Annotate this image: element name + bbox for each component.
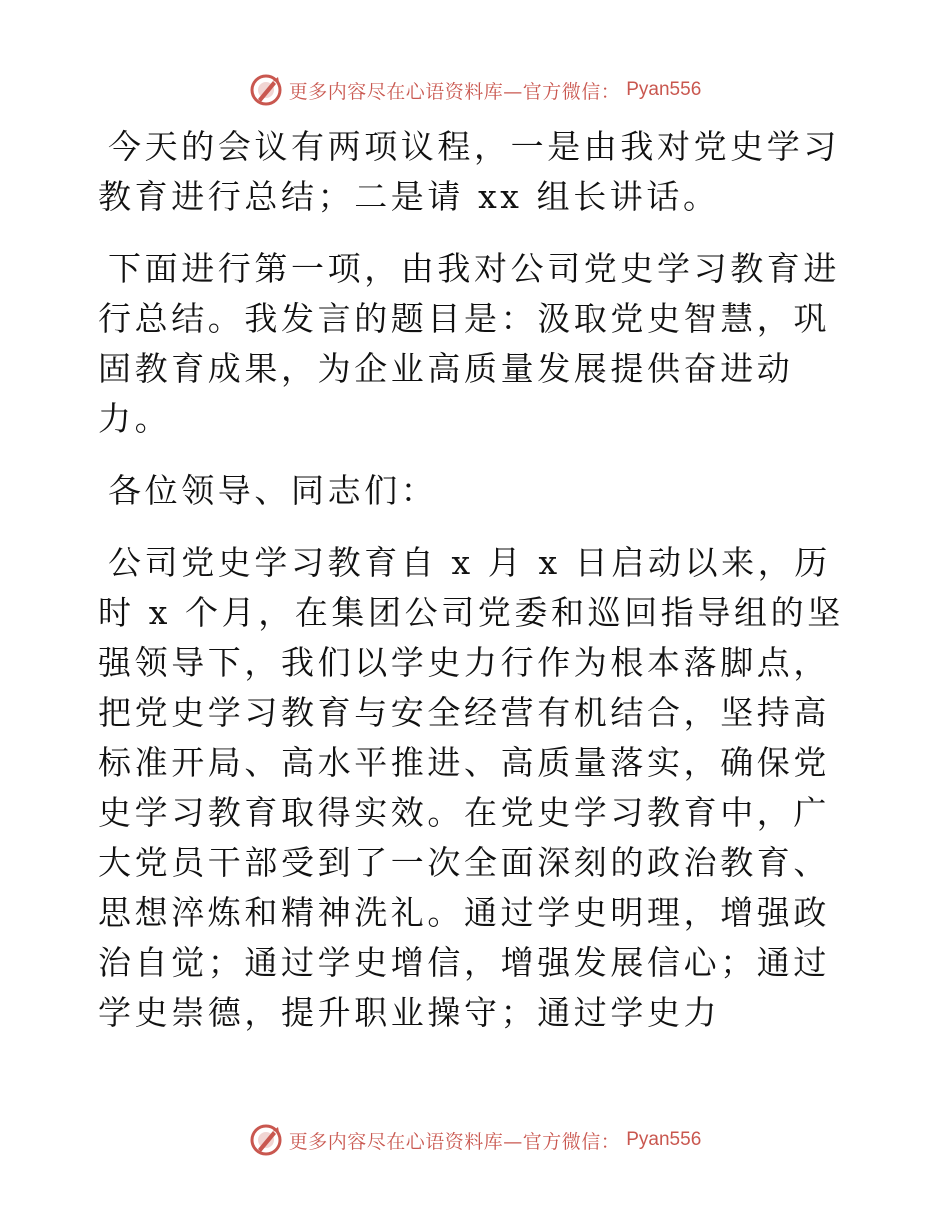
footer-wechat-id: Pyan556 (626, 1129, 702, 1150)
page-footer-watermark (0, 1120, 950, 1160)
brand-logo-icon (249, 73, 283, 107)
paragraph-salutation: 各位领导、同志们： (108, 471, 438, 510)
paragraph-first-item: 下面进行第一项，由我对公司党史学习教育进行总结。我发言的题目是：汲取党史智慧，巩固教育成果，为企业高质量发展提供奋进动力。 (98, 249, 840, 438)
header-wechat-id: Pyan556 (626, 79, 702, 100)
page-header-watermark (0, 70, 950, 110)
footer-brand-text: 更多内容尽在心语资料库—官方微信： (288, 1130, 621, 1153)
paragraph-agenda: 今天的会议有两项议程，一是由我对党史学习教育进行总结；二是请 xx 组长讲话。 (98, 127, 840, 216)
paragraph-summary: 公司党史学习教育自 x 月 x 日启动以来，历时 x 个月，在集团公司党委和巡回指导组的坚强领导下，我们以学史力行作为根本落脚点，把党史学习教育与安全经营有机结合，坚持高标准开局、高水平推进、高质量落实，确保党史学习教育取得实效。在党史学习教育中，广大党员干部受到了一次全面深刻的政治教育、思想淬炼和精神洗礼。通过学史明理，增强政治自觉；通过学史增信，增强发展信心；通过学史崇德，提升职业操守；通过学史力 (98, 543, 844, 1032)
brand-logo-icon (249, 1123, 283, 1157)
header-brand-text: 更多内容尽在心语资料库—官方微信： (288, 80, 621, 103)
document-body (98, 122, 858, 1060)
